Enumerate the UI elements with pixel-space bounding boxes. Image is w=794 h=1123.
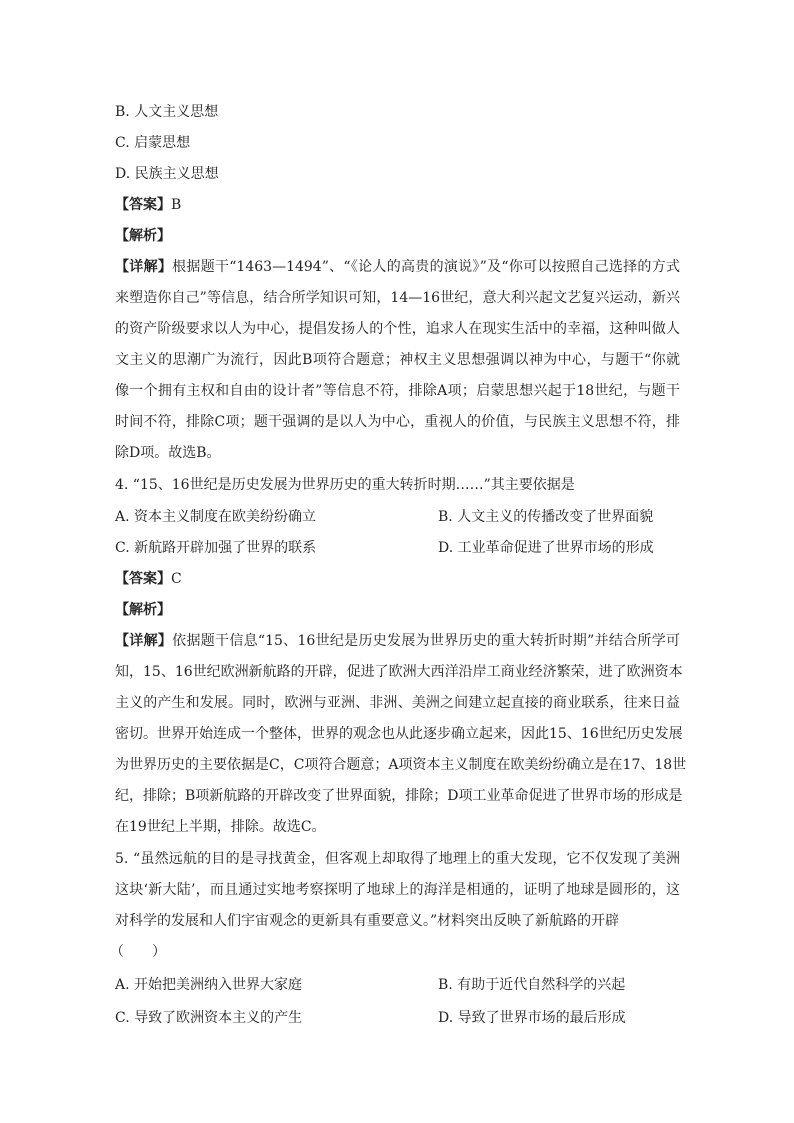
q4-detail-line-1: 【详解】依据题干信息“15、16世纪是历史发展为世界历史的重大转折时期”并结合所学可 — [115, 633, 680, 649]
q5-option-d: D. 导致了世界市场的最后形成 — [438, 1010, 626, 1026]
q5-option-c: C. 导致了欧洲资本主义的产生 — [115, 1010, 303, 1026]
q3-detail-line-7: 除D项。故选B。 — [115, 445, 221, 461]
q4-detail-line-7: 在19世纪上半期，排除。故选C。 — [115, 819, 326, 835]
q5-stem-line-2: 这块‘新大陆’，而且通过实地考察探明了地球上的海洋是相通的，证明了地球是圆形的，这 — [115, 882, 680, 898]
answer-tag: 【答案】 — [115, 571, 171, 587]
q4-analysis-tag: 【解析】 — [115, 602, 171, 618]
answer-tag: 【答案】 — [115, 197, 171, 213]
q4-detail-line-3: 主义的产生和发展。同时，欧洲与亚洲、非洲、美洲之间建立起直接的商业联系，往来日益 — [115, 695, 680, 711]
q4-detail-line-4: 密切。世界开始连成一个整体，世界的观念也从此逐步确立起来，因此15、16世纪历史发展 — [115, 726, 683, 742]
q4-option-c: C. 新航路开辟加强了世界的联系 — [115, 540, 317, 556]
q4-answer — [115, 569, 182, 589]
q3-detail-line-1: 【详解】根据题干“1463—1494”、“《论人的高贵的演说》”及“你可以按照自己选择的方式 — [115, 259, 680, 275]
q5-stem-line-1: 5. “虽然远航的目的是寻找黄金，但客观上却取得了地理上的重大发现，它不仅发现了美洲 — [115, 851, 680, 867]
q4-option-b: B. 人文主义的传播改变了世界面貌 — [438, 509, 654, 525]
q3-detail-line-4: 文主义的思潮广为流行，因此B项符合题意；神权主义思想强调以神为中心，与题干“你就 — [115, 352, 680, 368]
q4-detail-line-6: 纪，排除；B项新航路的开辟改变了世界面貌，排除；D项工业革命促进了世界市场的形成是 — [115, 788, 683, 804]
answer-value: C — [171, 571, 182, 587]
q3-analysis-tag: 【解析】 — [115, 228, 171, 244]
q3-option-b: B. 人文主义思想 — [115, 104, 219, 120]
q5-answer-blank: （ ） — [110, 944, 166, 960]
q4-option-a: A. 资本主义制度在欧美纷纷确立 — [115, 509, 317, 525]
answer-value: B — [171, 197, 182, 213]
q5-option-a: A. 开始把美洲纳入世界大家庭 — [115, 977, 303, 993]
q3-option-c: C. 启蒙思想 — [115, 135, 191, 151]
q3-detail-line-5: 像一个拥有主权和自由的设计者”等信息不符，排除A项；启蒙思想兴起于18世纪，与题干 — [115, 383, 680, 399]
q4-detail-line-5: 为世界历史的主要依据是C，C项符合题意；A项资本主义制度在欧美纷纷确立是在17、18世 — [115, 757, 687, 773]
q5-stem-line-3: 对科学的发展和人们宇宙观念的更新具有重要意义。”材料突出反映了新航路的开辟 — [115, 913, 620, 929]
q3-detail-line-3: 的资产阶级要求以人为中心，提倡发扬人的个性，追求人在现实生活中的幸福，这种叫做人 — [115, 321, 680, 337]
q4-option-d: D. 工业革命促进了世界市场的形成 — [438, 540, 654, 556]
q3-option-d: D. 民族主义思想 — [115, 166, 219, 182]
q4-stem: 4. “15、16世纪是历史发展为世界历史的重大转折时期……”其主要依据是 — [115, 477, 575, 493]
detail-tag: 【详解】 — [115, 633, 173, 649]
q5-option-b: B. 有助于近代自然科学的兴起 — [438, 977, 626, 993]
q4-detail-line-2: 知，15、16世纪欧洲新航路的开辟，促进了欧洲大西洋沿岸工商业经济繁荣，进了欧洲资本 — [115, 664, 683, 680]
q3-detail-line-2: 来塑造你自己”等信息，结合所学知识可知，14—16世纪，意大利兴起文艺复兴运动，新兴 — [115, 290, 680, 306]
q3-detail-line-6: 时间不符，排除C项；题干强调的是以人为中心，重视人的价值，与民族主义思想不符，排 — [115, 414, 680, 430]
q3-answer — [115, 195, 181, 215]
detail-tag: 【详解】 — [115, 259, 173, 275]
